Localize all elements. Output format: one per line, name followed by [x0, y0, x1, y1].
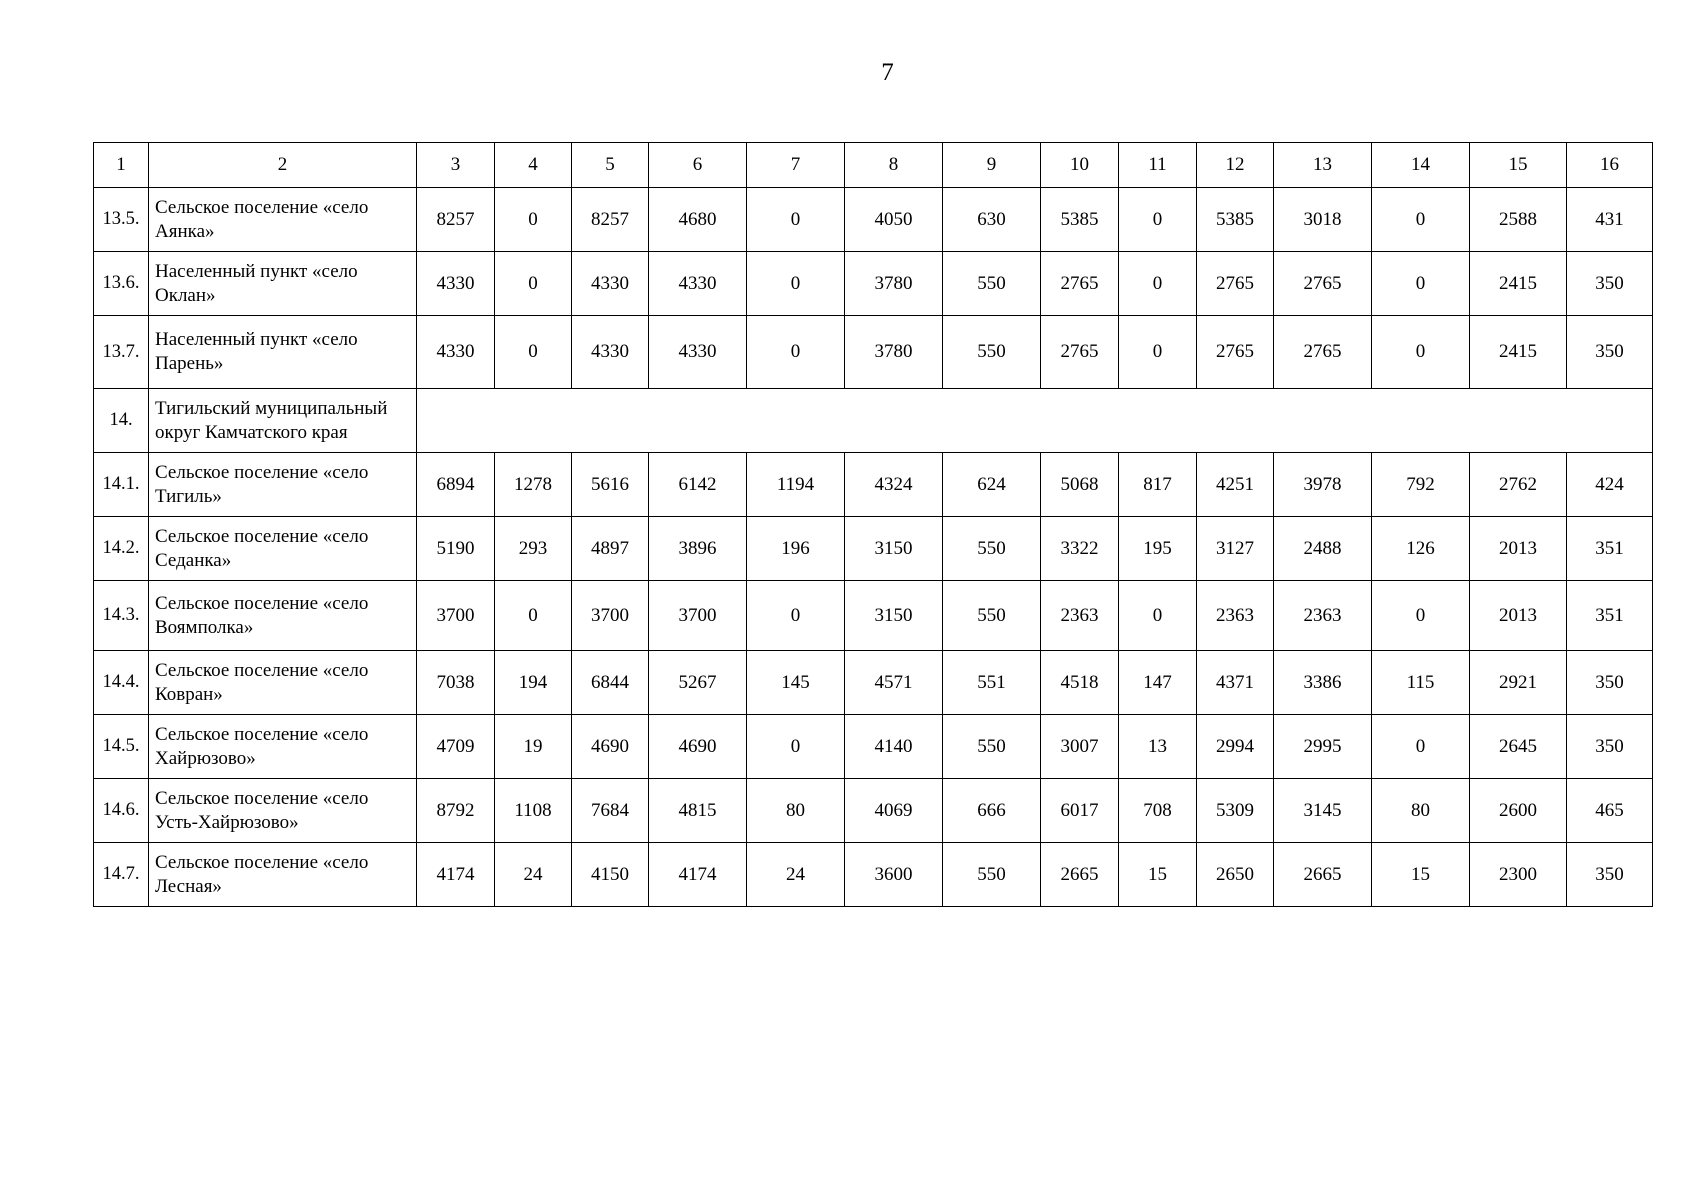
- value-cell: 7684: [572, 779, 649, 843]
- value-cell: 550: [943, 715, 1041, 779]
- value-cell: 1108: [495, 779, 572, 843]
- header-cell: 11: [1119, 143, 1197, 188]
- value-cell: 3127: [1197, 517, 1274, 581]
- value-cell: 1278: [495, 453, 572, 517]
- value-cell: 24: [747, 843, 845, 907]
- value-cell: 2588: [1470, 188, 1567, 252]
- value-cell: 7038: [417, 651, 495, 715]
- page-number: 7: [881, 59, 894, 86]
- value-cell: 0: [1372, 581, 1470, 651]
- value-cell: 4330: [649, 316, 747, 389]
- value-cell: 550: [943, 581, 1041, 651]
- value-cell: 2415: [1470, 252, 1567, 316]
- value-cell: 0: [747, 252, 845, 316]
- value-cell: 5068: [1041, 453, 1119, 517]
- value-cell: 4571: [845, 651, 943, 715]
- value-cell: 350: [1567, 843, 1653, 907]
- value-cell: 2363: [1197, 581, 1274, 651]
- value-cell: 3780: [845, 316, 943, 389]
- value-cell: 350: [1567, 651, 1653, 715]
- settlement-name: Сельское поселение «село Хайрюзово»: [149, 715, 417, 779]
- value-cell: 8257: [417, 188, 495, 252]
- value-cell: 465: [1567, 779, 1653, 843]
- header-cell: 12: [1197, 143, 1274, 188]
- table-row: [94, 715, 1653, 779]
- value-cell: 0: [747, 581, 845, 651]
- value-cell: 2765: [1041, 252, 1119, 316]
- value-cell: 2488: [1274, 517, 1372, 581]
- value-cell: 3896: [649, 517, 747, 581]
- value-cell: 3780: [845, 252, 943, 316]
- value-cell: 4690: [649, 715, 747, 779]
- value-cell: 80: [1372, 779, 1470, 843]
- settlement-name: Сельское поселение «село Тигиль»: [149, 453, 417, 517]
- value-cell: 15: [1119, 843, 1197, 907]
- value-cell: 0: [495, 316, 572, 389]
- value-cell: 293: [495, 517, 572, 581]
- header-cell: 10: [1041, 143, 1119, 188]
- value-cell: 817: [1119, 453, 1197, 517]
- value-cell: 0: [1372, 252, 1470, 316]
- value-cell: 4897: [572, 517, 649, 581]
- header-cell: 7: [747, 143, 845, 188]
- value-cell: 2645: [1470, 715, 1567, 779]
- value-cell: 3700: [572, 581, 649, 651]
- value-cell: 2600: [1470, 779, 1567, 843]
- header-cell: 5: [572, 143, 649, 188]
- value-cell: 4815: [649, 779, 747, 843]
- value-cell: 80: [747, 779, 845, 843]
- value-cell: 708: [1119, 779, 1197, 843]
- value-cell: 2665: [1041, 843, 1119, 907]
- value-cell: 2300: [1470, 843, 1567, 907]
- value-cell: 4174: [417, 843, 495, 907]
- table-row: [94, 389, 1653, 453]
- header-cell: 14: [1372, 143, 1470, 188]
- table-row: [94, 581, 1653, 651]
- table-body: [94, 143, 1653, 907]
- value-cell: 3007: [1041, 715, 1119, 779]
- value-cell: 550: [943, 252, 1041, 316]
- row-number: 14.7.: [94, 843, 149, 907]
- value-cell: 24: [495, 843, 572, 907]
- value-cell: 350: [1567, 252, 1653, 316]
- empty-span-cell: [417, 389, 1653, 453]
- value-cell: 6844: [572, 651, 649, 715]
- table-row: [94, 453, 1653, 517]
- value-cell: 4174: [649, 843, 747, 907]
- value-cell: 3978: [1274, 453, 1372, 517]
- header-cell: 13: [1274, 143, 1372, 188]
- row-number: 14.6.: [94, 779, 149, 843]
- value-cell: 4251: [1197, 453, 1274, 517]
- value-cell: 145: [747, 651, 845, 715]
- value-cell: 15: [1372, 843, 1470, 907]
- row-number: 14.4.: [94, 651, 149, 715]
- value-cell: 6894: [417, 453, 495, 517]
- value-cell: 3322: [1041, 517, 1119, 581]
- value-cell: 4330: [649, 252, 747, 316]
- value-cell: 0: [1119, 581, 1197, 651]
- header-cell: 3: [417, 143, 495, 188]
- value-cell: 115: [1372, 651, 1470, 715]
- header-cell: 6: [649, 143, 747, 188]
- row-number: 14.: [94, 389, 149, 453]
- value-cell: 551: [943, 651, 1041, 715]
- value-cell: 0: [495, 581, 572, 651]
- value-cell: 196: [747, 517, 845, 581]
- value-cell: 630: [943, 188, 1041, 252]
- value-cell: 431: [1567, 188, 1653, 252]
- value-cell: 4140: [845, 715, 943, 779]
- value-cell: 550: [943, 843, 1041, 907]
- row-number: 14.5.: [94, 715, 149, 779]
- header-cell: 8: [845, 143, 943, 188]
- settlement-name: Сельское поселение «село Седанка»: [149, 517, 417, 581]
- value-cell: 4069: [845, 779, 943, 843]
- value-cell: 0: [747, 715, 845, 779]
- value-cell: 2650: [1197, 843, 1274, 907]
- value-cell: 4709: [417, 715, 495, 779]
- value-cell: 0: [747, 316, 845, 389]
- value-cell: 4680: [649, 188, 747, 252]
- settlement-name: Сельское поселение «село Лесная»: [149, 843, 417, 907]
- value-cell: 5385: [1197, 188, 1274, 252]
- header-cell: 16: [1567, 143, 1653, 188]
- settlement-name: Тигильский муниципальный округ Камчатского края: [149, 389, 417, 453]
- value-cell: 1194: [747, 453, 845, 517]
- row-number: 14.2.: [94, 517, 149, 581]
- value-cell: 4050: [845, 188, 943, 252]
- value-cell: 2995: [1274, 715, 1372, 779]
- value-cell: 5190: [417, 517, 495, 581]
- value-cell: 2363: [1041, 581, 1119, 651]
- value-cell: 5616: [572, 453, 649, 517]
- value-cell: 194: [495, 651, 572, 715]
- value-cell: 3018: [1274, 188, 1372, 252]
- value-cell: 2994: [1197, 715, 1274, 779]
- settlement-name: Сельское поселение «село Воямполка»: [149, 581, 417, 651]
- value-cell: 4330: [572, 252, 649, 316]
- table-row: [94, 651, 1653, 715]
- value-cell: 6017: [1041, 779, 1119, 843]
- value-cell: 0: [495, 252, 572, 316]
- value-cell: 8792: [417, 779, 495, 843]
- settlement-name: Сельское поселение «село Аянка»: [149, 188, 417, 252]
- value-cell: 0: [1119, 316, 1197, 389]
- value-cell: 2363: [1274, 581, 1372, 651]
- value-cell: 3386: [1274, 651, 1372, 715]
- value-cell: 3145: [1274, 779, 1372, 843]
- value-cell: 350: [1567, 316, 1653, 389]
- value-cell: 2765: [1197, 252, 1274, 316]
- value-cell: 0: [1119, 252, 1197, 316]
- value-cell: 4518: [1041, 651, 1119, 715]
- table-row: [94, 517, 1653, 581]
- value-cell: 0: [1372, 715, 1470, 779]
- table-row: [94, 252, 1653, 316]
- value-cell: 2415: [1470, 316, 1567, 389]
- header-cell: 2: [149, 143, 417, 188]
- header-cell: 15: [1470, 143, 1567, 188]
- value-cell: 2762: [1470, 453, 1567, 517]
- value-cell: 3700: [649, 581, 747, 651]
- row-number: 13.6.: [94, 252, 149, 316]
- row-number: 13.5.: [94, 188, 149, 252]
- row-number: 14.1.: [94, 453, 149, 517]
- value-cell: 550: [943, 517, 1041, 581]
- value-cell: 4690: [572, 715, 649, 779]
- value-cell: 4330: [417, 316, 495, 389]
- table-row: [94, 188, 1653, 252]
- table-row: [94, 779, 1653, 843]
- value-cell: 2765: [1197, 316, 1274, 389]
- value-cell: 0: [1372, 316, 1470, 389]
- value-cell: 19: [495, 715, 572, 779]
- value-cell: 3150: [845, 581, 943, 651]
- header-cell: 9: [943, 143, 1041, 188]
- value-cell: 4330: [417, 252, 495, 316]
- value-cell: 3600: [845, 843, 943, 907]
- value-cell: 351: [1567, 581, 1653, 651]
- settlement-name: Сельское поселение «село Ковран»: [149, 651, 417, 715]
- table-row: [94, 316, 1653, 389]
- value-cell: 0: [495, 188, 572, 252]
- value-cell: 0: [1119, 188, 1197, 252]
- value-cell: 13: [1119, 715, 1197, 779]
- header-row: [94, 143, 1653, 188]
- data-table: [93, 142, 1653, 907]
- value-cell: 4371: [1197, 651, 1274, 715]
- value-cell: 5385: [1041, 188, 1119, 252]
- value-cell: 8257: [572, 188, 649, 252]
- value-cell: 351: [1567, 517, 1653, 581]
- value-cell: 2921: [1470, 651, 1567, 715]
- value-cell: 2765: [1041, 316, 1119, 389]
- row-number: 13.7.: [94, 316, 149, 389]
- header-cell: 1: [94, 143, 149, 188]
- value-cell: 2765: [1274, 316, 1372, 389]
- value-cell: 0: [1372, 188, 1470, 252]
- value-cell: 350: [1567, 715, 1653, 779]
- value-cell: 624: [943, 453, 1041, 517]
- value-cell: 5309: [1197, 779, 1274, 843]
- settlement-name: Населенный пункт «село Оклан»: [149, 252, 417, 316]
- row-number: 14.3.: [94, 581, 149, 651]
- value-cell: 3700: [417, 581, 495, 651]
- value-cell: 666: [943, 779, 1041, 843]
- value-cell: 126: [1372, 517, 1470, 581]
- value-cell: 195: [1119, 517, 1197, 581]
- header-cell: 4: [495, 143, 572, 188]
- value-cell: 0: [747, 188, 845, 252]
- table-row: [94, 843, 1653, 907]
- value-cell: 147: [1119, 651, 1197, 715]
- settlement-name: Населенный пункт «село Парень»: [149, 316, 417, 389]
- value-cell: 2765: [1274, 252, 1372, 316]
- value-cell: 6142: [649, 453, 747, 517]
- value-cell: 2013: [1470, 581, 1567, 651]
- value-cell: 3150: [845, 517, 943, 581]
- value-cell: 550: [943, 316, 1041, 389]
- value-cell: 4324: [845, 453, 943, 517]
- value-cell: 792: [1372, 453, 1470, 517]
- value-cell: 5267: [649, 651, 747, 715]
- value-cell: 424: [1567, 453, 1653, 517]
- settlement-name: Сельское поселение «село Усть-Хайрюзово»: [149, 779, 417, 843]
- value-cell: 2665: [1274, 843, 1372, 907]
- value-cell: 4150: [572, 843, 649, 907]
- value-cell: 2013: [1470, 517, 1567, 581]
- value-cell: 4330: [572, 316, 649, 389]
